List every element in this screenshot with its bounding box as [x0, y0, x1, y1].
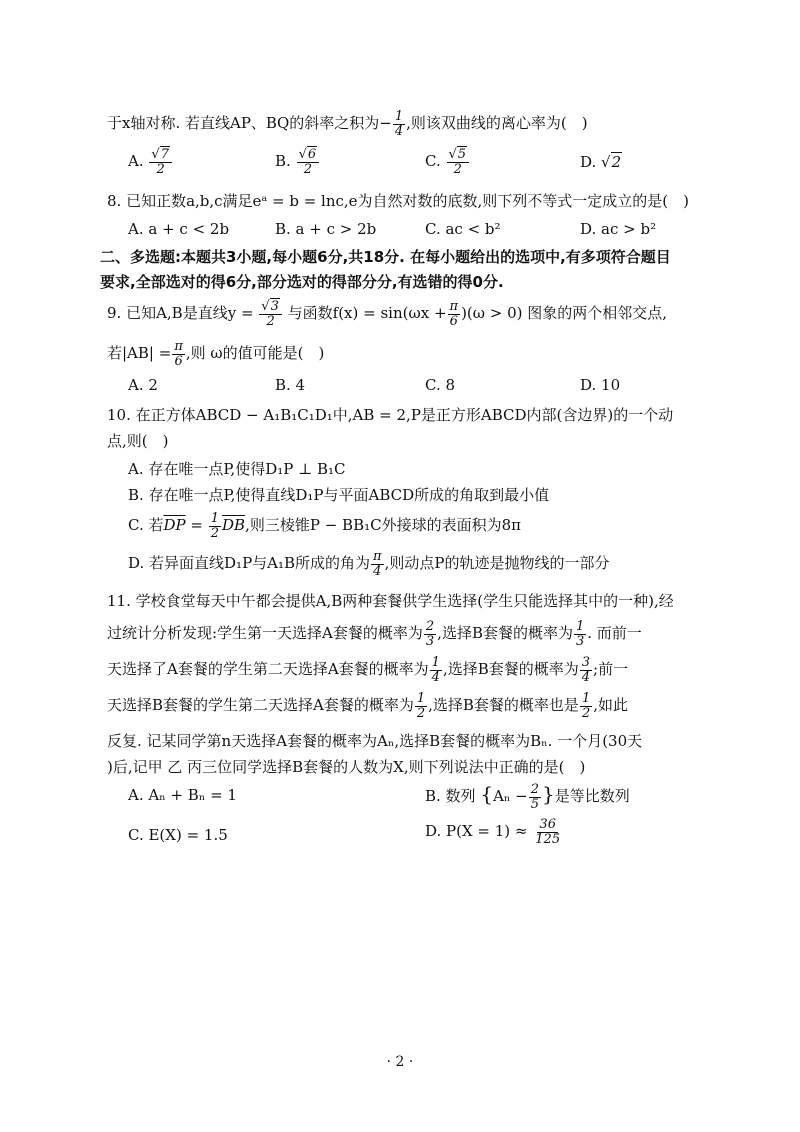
- q9-option-d: D. 10: [580, 376, 621, 394]
- q7-fraction: $\frac{1}{4}$: [394, 109, 404, 139]
- q7-option-d: D. √2: [580, 153, 622, 171]
- q11-stem-line4: 天选择B套餐的学生第二天选择A套餐的概率为 $\frac{1}{2}$ ,选择B套餐的概率也是 $\frac{1}{2}$ ,如此: [107, 691, 628, 721]
- q11-option-d: D. P(X = 1) ≈ $\frac{36}{125}$: [425, 817, 561, 847]
- q7-text: 于x轴对称. 若直线AP、BQ的斜率之积为: [107, 114, 380, 133]
- q11-option-b: B. 数列 {Aₙ − $\frac{2}{5}$ }是等比数列: [425, 781, 630, 812]
- q8-option-c: C. ac < b²: [425, 220, 501, 238]
- q7-option-c: C. $\frac{√5}{2}$: [425, 148, 470, 176]
- q10-option-d: D. 若异面直线D₁P与A₁B所成的角为 $\frac{\pi}{4}$ ,则动点P的轨迹是抛物线的一部分: [128, 549, 610, 579]
- q10-option-a: A. 存在唯一点P,使得D₁P ⊥ B₁C: [128, 460, 346, 478]
- section2-heading-line2: 要求,全部选对的得6分,部分选对的得部分分,有选错的得0分.: [100, 273, 504, 291]
- q10-stem-line1: 10. 在正方体ABCD − A₁B₁C₁D₁中,AB = 2,P是正方形ABCD内部(含边界)的一个动: [107, 406, 674, 424]
- q11-stem-line3: 天选择了A套餐的学生第二天选择A套餐的概率为 $\frac{1}{4}$ ,选择B套餐的概率为 $\frac{3}{4}$ ;前一: [107, 655, 629, 685]
- q9-stem-line2: 若|AB| = $\frac{\pi}{6}$ ,则 ω的值可能是( ): [107, 339, 325, 369]
- q8-option-d: D. ac > b²: [580, 220, 657, 238]
- q8-stem: 8. 已知正数a,b,c满足eᵃ = b = lnc,e为自然对数的底数,则下列不等式一定成立的是( ): [107, 192, 690, 210]
- q9-option-b: B. 4: [275, 376, 306, 394]
- q10-option-b: B. 存在唯一点P,使得直线D₁P与平面ABCD所成的角取到最小值: [128, 486, 550, 504]
- q11-option-c: C. E(X) = 1.5: [128, 826, 228, 844]
- q9-option-c: C. 8: [425, 376, 456, 394]
- q11-stem-line2: 过统计分析发现:学生第一天选择A套餐的概率为 $\frac{2}{3}$ ,选择B套餐的概率为 $\frac{1}{3}$ . 而前一: [107, 619, 642, 649]
- q10-option-c: C. 若$\overline{DP}$ = $\frac{1}{2}$ $\overline{DB}$,则三棱锥P − BB₁C外接球的表面积为8π: [128, 511, 521, 541]
- q11-option-a: A. Aₙ + Bₙ = 1: [128, 786, 237, 804]
- q7-line: 于x轴对称. 若直线AP、BQ的斜率之积为− $\frac{1}{4}$ ,则该双曲线的离心率为( ): [107, 109, 588, 139]
- section2-heading-line1: 二、多选题:本题共3小题,每小题6分,共18分. 在每小题给出的选项中,有多项符合题目: [100, 248, 671, 266]
- q8-option-a: A. a + c < 2b: [128, 220, 230, 238]
- q11-stem-line6: )后,记甲 乙 丙三位同学选择B套餐的人数为X,则下列说法中正确的是( ): [107, 758, 586, 776]
- q11-stem-line5: 反复. 记某同学第n天选择A套餐的概率为Aₙ,选择B套餐的概率为Bₙ. 一个月(30天: [107, 732, 643, 750]
- q8-option-b: B. a + c > 2b: [275, 220, 377, 238]
- q11-stem-line1: 11. 学校食堂每天中午都会提供A,B两种套餐供学生选择(学生只能选择其中的一种),经: [107, 592, 674, 610]
- q9-option-a: A. 2: [128, 376, 158, 394]
- q10-stem-line2: 点,则( ): [107, 432, 169, 450]
- page-number: · 2 ·: [386, 1054, 414, 1070]
- q7-option-a: A. $\frac{√7}{2}$: [128, 148, 173, 176]
- q7-option-b: B. $\frac{√6}{2}$: [275, 148, 320, 176]
- q9-stem-line1: 9. 已知A,B是直线y = $\frac{√3}{2}$ 与函数f(x) = sin(ωx + $\frac{\pi}{6}$ )(ω > 0) 图象的两个相邻交点,: [107, 299, 668, 329]
